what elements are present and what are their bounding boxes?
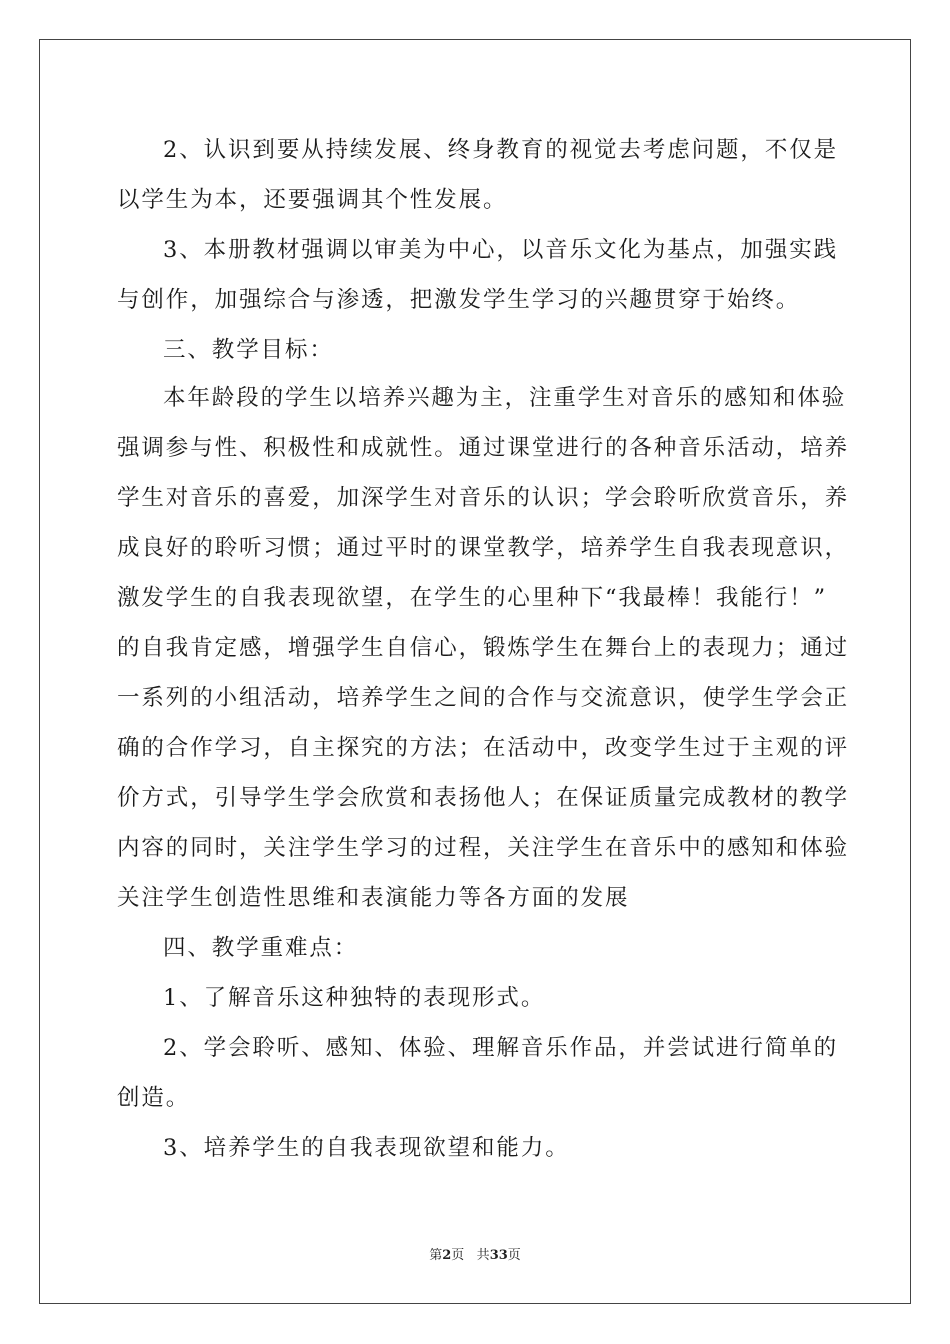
paragraph-line: 激发学生的自我表现欲望，在学生的心里种下“我最棒！我能行！” bbox=[117, 585, 828, 611]
paragraph-line: 一系列的小组活动，培养学生之间的合作与交流意识，使学生学会正 bbox=[117, 685, 850, 711]
footer-page-suffix: 页 bbox=[451, 1248, 465, 1263]
paragraph-line: 确的合作学习，自主探究的方法；在活动中，改变学生过于主观的评 bbox=[117, 735, 850, 761]
paragraph-line: 价方式，引导学生学会欣赏和表扬他人；在保证质量完成教材的教学 bbox=[117, 785, 850, 811]
section-heading: 四、教学重难点： bbox=[163, 935, 359, 961]
paragraph-line: 与创作，加强综合与渗透，把激发学生学习的兴趣贯穿于始终。 bbox=[117, 287, 801, 313]
footer-page-prefix: 第 bbox=[429, 1248, 443, 1263]
paragraph-line: 关注学生创造性思维和表演能力等各方面的发展 bbox=[117, 885, 630, 911]
paragraph-line: 内容的同时，关注学生学习的过程，关注学生在音乐中的感知和体验 bbox=[117, 835, 850, 861]
paragraph-line: 2、认识到要从持续发展、终身教育的视觉去考虑问题，不仅是 bbox=[163, 137, 839, 163]
paragraph-line: 1、了解音乐这种独特的表现形式。 bbox=[163, 985, 546, 1011]
paragraph-line: 以学生为本，还要强调其个性发展。 bbox=[117, 187, 508, 213]
page-footer bbox=[0, 1247, 950, 1265]
paragraph-line: 学生对音乐的喜爱，加深学生对音乐的认识；学会聆听欣赏音乐，养 bbox=[117, 485, 850, 511]
paragraph-line: 创造。 bbox=[117, 1085, 191, 1111]
footer-total-prefix: 共 bbox=[476, 1248, 490, 1263]
paragraph-line: 的自我肯定感，增强学生自信心，锻炼学生在舞台上的表现力；通过 bbox=[117, 635, 850, 661]
footer-total-pages: 33 bbox=[489, 1248, 508, 1263]
section-heading: 三、教学目标： bbox=[163, 337, 334, 363]
paragraph-line: 本年龄段的学生以培养兴趣为主，注重学生对音乐的感知和体验 bbox=[163, 385, 847, 411]
paragraph-line: 强调参与性、积极性和成就性。通过课堂进行的各种音乐活动，培养 bbox=[117, 435, 850, 461]
paragraph-line: 3、本册教材强调以审美为中心，以音乐文化为基点，加强实践 bbox=[163, 237, 839, 263]
paragraph-line: 成良好的聆听习惯；通过平时的课堂教学，培养学生自我表现意识， bbox=[117, 535, 850, 561]
footer-total-suffix: 页 bbox=[507, 1248, 521, 1263]
paragraph-line: 3、培养学生的自我表现欲望和能力。 bbox=[163, 1135, 570, 1161]
paragraph-line: 2、学会聆听、感知、体验、理解音乐作品，并尝试进行简单的 bbox=[163, 1035, 839, 1061]
footer-page-number: 2 bbox=[442, 1248, 452, 1263]
page-border bbox=[39, 39, 911, 1304]
